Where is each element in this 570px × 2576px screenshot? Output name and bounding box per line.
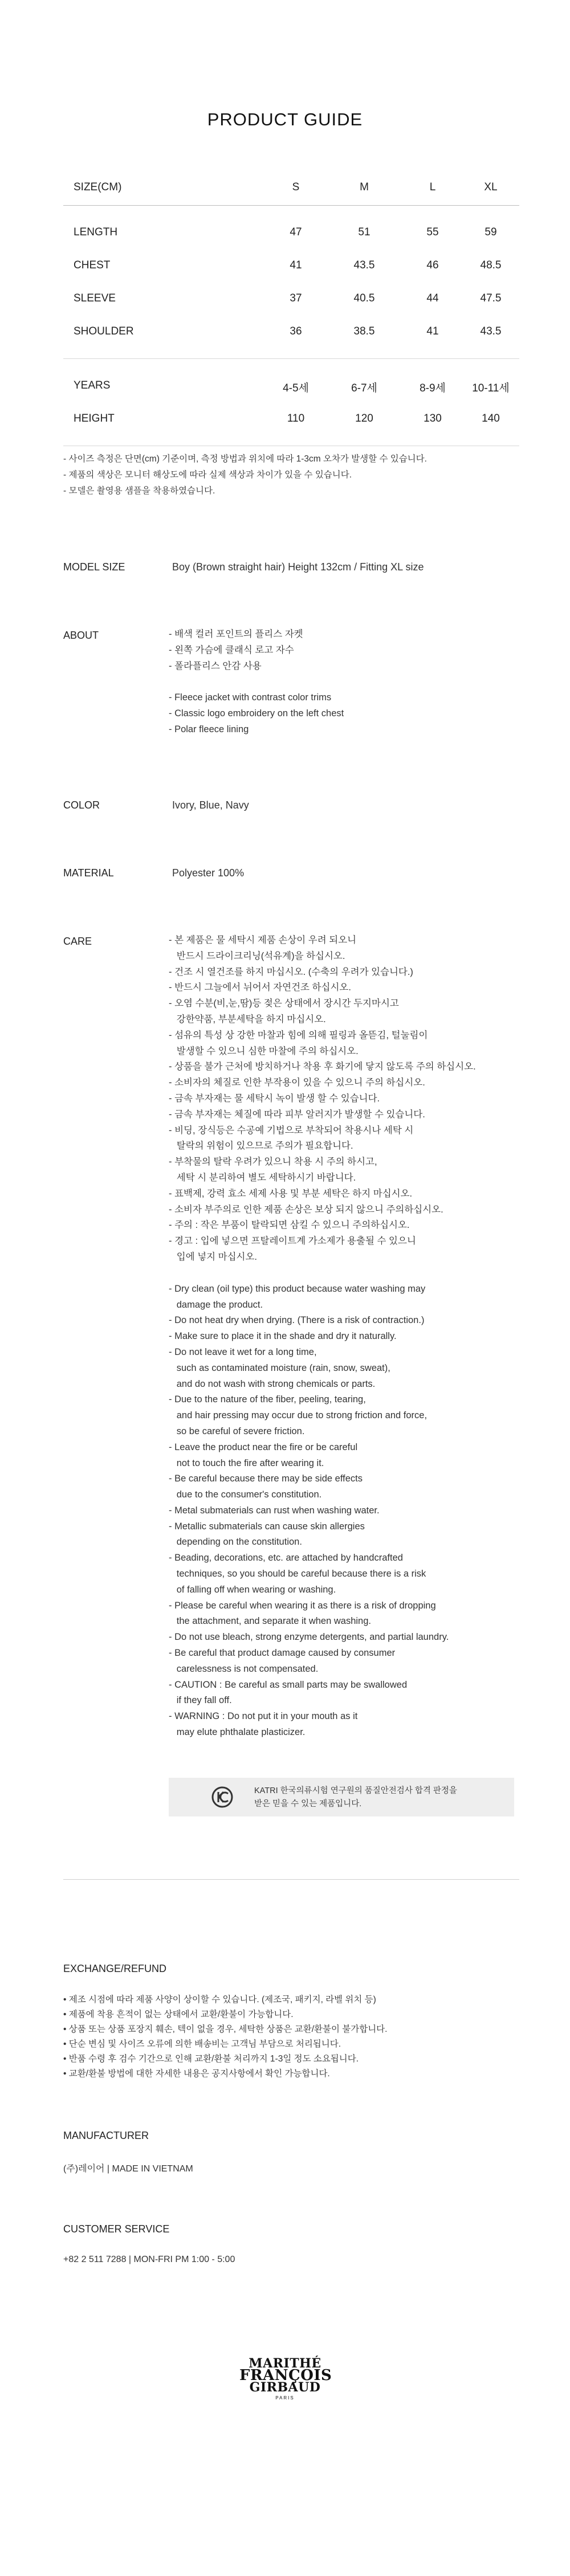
cell-value: 120	[355, 413, 373, 424]
size-col-xl: XL	[484, 181, 498, 193]
cell-value: 38.5	[353, 325, 375, 337]
list-item: - Leave the product near the fire or be careful	[169, 1442, 358, 1452]
list-item: may elute phthalate plasticizer.	[169, 1727, 306, 1738]
list-item: techniques, so you should be careful because there is a risk	[169, 1569, 426, 1579]
cell-value: 40.5	[353, 292, 375, 304]
about-list	[169, 627, 344, 738]
list-item: - 경고 : 입에 넣으면 프탈레이트계 가소제가 용출될 수 있으니	[169, 1236, 416, 1247]
customer-service-value: +82 2 511 7288 | MON-FRI PM 1:00 - 5:00	[63, 2255, 235, 2264]
brand-logo	[239, 2358, 331, 2401]
size-header-label: SIZE(CM)	[74, 181, 122, 193]
table-row	[63, 369, 519, 402]
list-item: the attachment, and separate it when washing.	[169, 1616, 371, 1627]
exchange-list	[63, 1993, 387, 2081]
list-item: 강한약품, 부분세탁을 하지 마십시오.	[169, 1014, 326, 1024]
list-item: • 단순 변심 및 사이즈 오류에 의한 배송비는 고객님 부담으로 처리됩니다.	[63, 2039, 341, 2049]
list-item: - 소비자의 체질로 인한 부작용이 있을 수 있으니 주의 하십시오.	[169, 1077, 425, 1088]
kc-certification-box	[169, 1778, 514, 1816]
list-item: 탈락의 위험이 있으므로 주의가 필요합니다.	[169, 1141, 353, 1152]
list-item: depending on the constitution.	[169, 1537, 302, 1548]
list-item: - Do not leave it wet for a long time,	[169, 1346, 317, 1357]
cell-value: 59	[484, 226, 497, 238]
list-item: - Do not heat dry when drying. (There is a risk of contraction.)	[169, 1315, 425, 1326]
list-item: - 섬유의 특성 상 강한 마찰과 힘에 의해 필링과 올뜯김, 털눌림이	[169, 1030, 428, 1040]
cell-value: 140	[482, 413, 500, 424]
list-item: - 비딩, 장식등은 수공예 기법으로 부착되어 착용시나 세탁 시	[169, 1125, 414, 1136]
note-line: - 모델은 촬영용 샘플을 착용하였습니다.	[63, 486, 215, 496]
list-item: - 표백제, 강력 효소 세제 사용 및 부분 세탁은 하지 마십시오.	[169, 1188, 413, 1199]
row-label: YEARS	[74, 379, 111, 391]
list-item: • 반품 수령 후 검수 기간으로 인해 교환/환불 처리까지 1-3일 정도 소요됩니다.	[63, 2054, 359, 2064]
list-item: • 상품 또는 상품 포장지 훼손, 텍이 없을 경우, 세탁한 상품은 교환/환불이 불가합니다.	[63, 2024, 388, 2034]
list-item: - Be careful that product damage caused by consumer	[169, 1648, 396, 1659]
row-label: LENGTH	[74, 226, 118, 238]
list-item: - Dry clean (oil type) this product because water washing may	[169, 1283, 426, 1294]
page-title: PRODUCT GUIDE	[207, 109, 363, 129]
list-item: 발생할 수 있으니 심한 마찰에 주의 하십시오.	[169, 1046, 359, 1056]
list-item: - 금속 부자재는 물 세탁시 녹이 발생 할 수 있습니다.	[169, 1093, 380, 1104]
list-item: such as contaminated moisture (rain, snow, sweat),	[169, 1362, 390, 1373]
cell-value: 44	[426, 292, 439, 304]
material-value: Polyester 100%	[172, 867, 245, 879]
list-item: - 상품을 불가 근처에 방치하거나 착용 후 화기에 닿지 않도록 주의 하십시오.	[169, 1062, 476, 1072]
list-item: - 폴라플리스 안감 사용	[169, 660, 262, 671]
about-label: ABOUT	[63, 630, 99, 641]
list-item: 세탁 시 분리하여 별도 세탁하시기 바랍니다.	[169, 1172, 356, 1183]
row-label: HEIGHT	[74, 413, 115, 424]
exchange-title: EXCHANGE/REFUND	[63, 1963, 167, 1974]
list-item: not to touch the fire after wearing it.	[169, 1458, 324, 1468]
care-list	[169, 933, 476, 1741]
kc-text-line: KATRI 한국의류시험 연구원의 품질안전검사 합격 판정을	[254, 1786, 457, 1795]
list-item: - 왼쪽 가슴에 클래식 로고 자수	[169, 644, 294, 655]
cell-value: 41	[426, 325, 439, 337]
cell-value: 4-5세	[283, 382, 309, 394]
model-size-value: Boy (Brown straight hair) Height 132cm / Fitting XL size	[172, 561, 424, 573]
row-label: SLEEVE	[74, 292, 116, 304]
cell-value: 48.5	[480, 259, 502, 271]
cell-value: 43.5	[353, 259, 375, 271]
section-divider	[63, 1879, 519, 1880]
list-item: - CAUTION : Be careful as small parts may be swallowed	[169, 1679, 408, 1690]
list-item: - Metallic submaterials can cause skin allergies	[169, 1521, 365, 1532]
cell-value: 47	[290, 226, 302, 238]
table-row	[63, 249, 519, 282]
note-line: - 제품의 색상은 모니터 해상도에 따라 실제 색상과 차이가 있을 수 있습니다.	[63, 470, 352, 480]
list-item: 입에 넣지 마십시오.	[169, 1251, 258, 1262]
list-item: - Classic logo embroidery on the left chest	[169, 708, 344, 719]
row-label: CHEST	[74, 259, 111, 271]
list-item: • 제품에 착용 흔적이 없는 상태에서 교환/환불이 가능합니다.	[63, 2010, 294, 2019]
table-row	[63, 216, 519, 249]
list-item: and hair pressing may occur due to strong friction and force,	[169, 1410, 427, 1421]
cell-value: 51	[358, 226, 370, 238]
list-item: - 배색 컬러 포인트의 플리스 자켓	[169, 629, 303, 639]
cell-value: 55	[426, 226, 439, 238]
list-item: - Fleece jacket with contrast color trims	[169, 692, 332, 703]
list-item: and do not wash with strong chemicals or parts.	[169, 1378, 376, 1389]
kc-text	[254, 1785, 457, 1811]
cell-value: 8-9세	[420, 382, 446, 394]
list-item: - 금속 부자재는 체질에 따라 피부 알러지가 발생할 수 있습니다.	[169, 1109, 425, 1120]
kc-certification-icon	[211, 1786, 234, 1808]
logo-line: FRANÇOIS	[239, 2367, 332, 2384]
size-notes	[63, 451, 427, 499]
list-item: - Due to the nature of the fiber, peeling, tearing,	[169, 1394, 366, 1405]
cell-value: 41	[290, 259, 302, 271]
list-item: - 건조 시 열건조를 하지 마십시오. (수축의 우려가 있습니다.)	[169, 966, 413, 977]
list-item: due to the consumer's constitution.	[169, 1489, 322, 1500]
list-item: - 오염 수분(비,눈,땀)등 젖은 상태에서 장시간 두지마시고	[169, 998, 399, 1009]
list-item: damage the product.	[169, 1299, 263, 1310]
list-item: - 주의 : 작은 부품이 탈락되면 삼킬 수 있으니 주의하십시오.	[169, 1220, 410, 1231]
list-item: - Make sure to place it in the shade and dry it naturally.	[169, 1331, 397, 1342]
list-item: - 본 제품은 물 세탁시 제품 손상이 우려 되오니	[169, 935, 357, 945]
logo-line: GIRBAUD	[249, 2380, 321, 2395]
list-item: - 소비자 부주의로 인한 제품 손상은 보상 되지 않으니 주의하십시오.	[169, 1204, 443, 1215]
note-line: - 사이즈 측정은 단면(cm) 기준이며, 측정 방법과 위치에 따라 1-3cm 오차가 발생할 수 있습니다.	[63, 454, 427, 464]
manufacturer-title: MANUFACTURER	[63, 2130, 149, 2141]
list-item: of falling off when wearing or washing.	[169, 1584, 336, 1595]
cell-value: 37	[290, 292, 302, 304]
color-value: Ivory, Blue, Navy	[172, 799, 249, 811]
list-item: if they fall off.	[169, 1695, 232, 1706]
manufacturer-value: (주)레이어 | MADE IN VIETNAM	[63, 2164, 193, 2174]
size-table	[63, 171, 519, 446]
material-label: MATERIAL	[63, 867, 114, 879]
cell-value: 47.5	[480, 292, 502, 304]
cell-value: 6-7세	[351, 382, 377, 394]
cell-value: 10-11세	[472, 382, 510, 394]
cell-value: 36	[290, 325, 302, 337]
customer-service-title: CUSTOMER SERVICE	[63, 2223, 170, 2235]
list-item: - 부착물의 탈락 우려가 있으니 착용 시 주의 하시고,	[169, 1157, 377, 1167]
list-item: - Do not use bleach, strong enzyme detergents, and partial laundry.	[169, 1632, 449, 1643]
size-col-l: L	[429, 181, 436, 193]
kc-text-line: 받은 믿을 수 있는 제품입니다.	[254, 1799, 362, 1808]
size-col-m: M	[360, 181, 369, 193]
list-item: - Metal submaterials can rust when washing water.	[169, 1505, 380, 1516]
list-item: • 제조 시점에 따라 제품 사양이 상이할 수 있습니다. (제조국, 패키지, 라벨 위치 등)	[63, 1995, 376, 2005]
list-item: - WARNING : Do not put it in your mouth as it	[169, 1711, 358, 1722]
list-item: carelessness is not compensated.	[169, 1663, 319, 1674]
care-label: CARE	[63, 936, 92, 947]
size-col-s: S	[292, 181, 300, 193]
logo-line: MARITHÉ	[249, 2356, 321, 2371]
list-item: so be careful of severe friction.	[169, 1426, 305, 1436]
cell-value: 43.5	[480, 325, 502, 337]
model-size-label: MODEL SIZE	[63, 561, 125, 573]
table-row	[63, 402, 519, 435]
logo-line: PARIS	[275, 2395, 295, 2401]
list-item: - Please be careful when wearing it as there is a risk of dropping	[169, 1600, 436, 1611]
cell-value: 46	[426, 259, 439, 271]
list-item: - Polar fleece lining	[169, 724, 249, 734]
size-table-header	[63, 171, 519, 205]
table-row	[63, 282, 519, 315]
table-row	[63, 315, 519, 348]
color-label: COLOR	[63, 799, 100, 811]
list-item: 반드시 드라이크리닝(석유계)을 하십시오.	[169, 950, 345, 961]
list-item: - 반드시 그늘에서 뉘어서 자연건조 하십시오.	[169, 982, 351, 993]
list-item: - Beading, decorations, etc. are attached by handcrafted	[169, 1553, 403, 1563]
cell-value: 110	[287, 413, 305, 424]
cell-value: 130	[424, 413, 442, 424]
row-label: SHOULDER	[74, 325, 134, 337]
list-item: • 교환/환불 방법에 대한 자세한 내용은 공지사항에서 확인 가능합니다.	[63, 2069, 330, 2079]
list-item: - Be careful because there may be side effects	[169, 1473, 363, 1484]
